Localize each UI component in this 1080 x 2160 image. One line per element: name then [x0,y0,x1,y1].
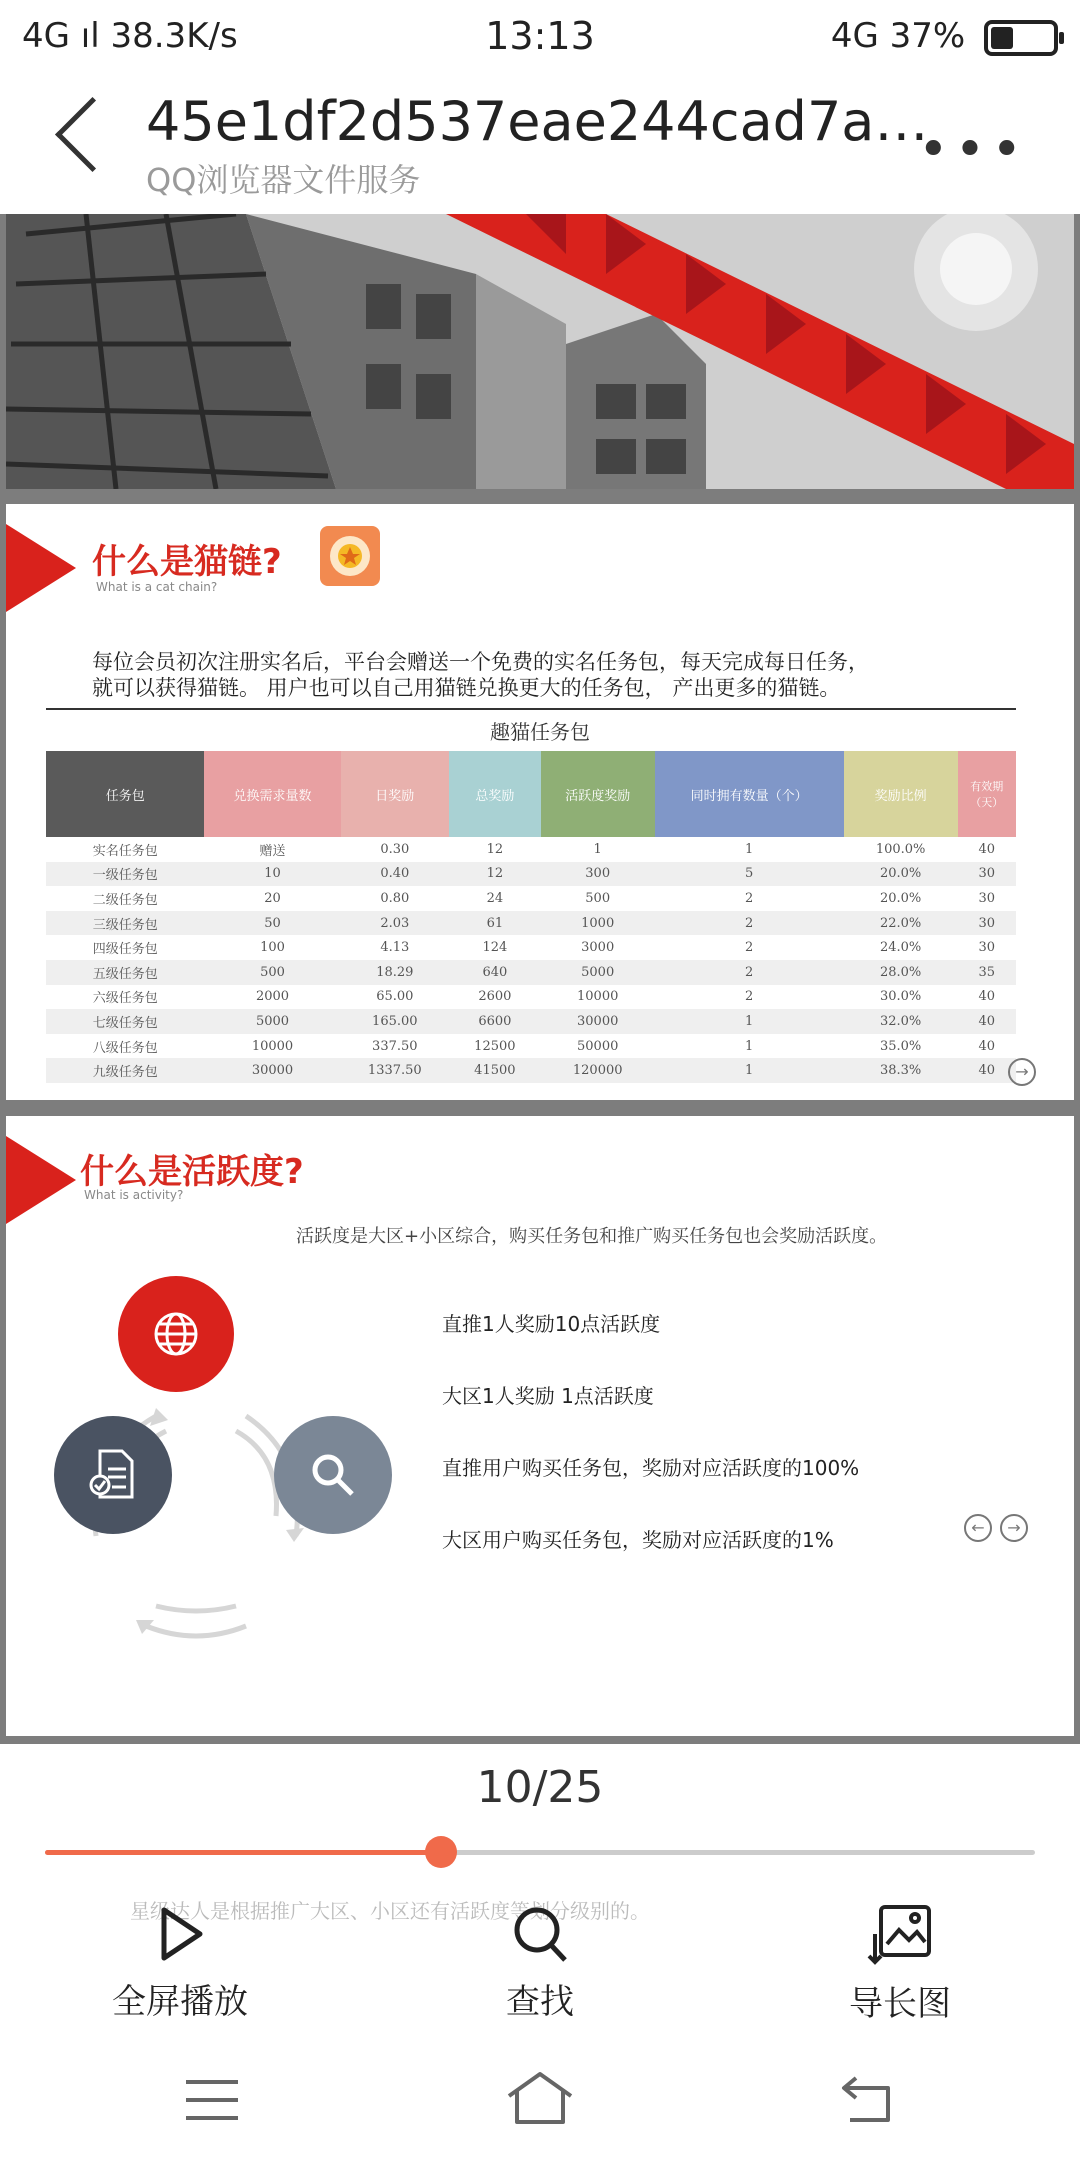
table-row [46,911,1016,936]
play-icon [150,1904,210,1964]
status-right-text: 4G 37% [830,16,966,56]
table-cell: 2 [745,940,754,956]
table-cell: 二级任务包 [92,892,158,908]
heading-triangle [6,1136,76,1224]
status-bar [0,0,1080,72]
table-cell: 41500 [449,1058,541,1083]
more-options-icon[interactable]: ••• [917,120,1028,180]
system-navigation-bar [0,2034,1080,2160]
menu-icon[interactable] [184,2078,240,2122]
table-cell: 0.30 [380,841,410,857]
table-cell: 32.0% [844,1009,958,1034]
slide-heading-en: What is activity? [84,1188,184,1202]
bullet-1: 直推1人奖励10点活跃度 [442,1312,661,1336]
table-cell: 18.29 [341,960,449,985]
table-cell: 38.3% [844,1058,958,1083]
table-cell: 12500 [474,1038,516,1054]
table-cell: 35 [958,960,1016,985]
table-cell: 0.80 [380,890,410,906]
document-check-icon [54,1416,172,1534]
table-cell: 20.0% [879,890,922,906]
table-cell: 24.0% [879,940,922,956]
globe-icon [118,1276,234,1392]
table-cell: 500 [585,890,611,906]
table-cell: 1 [745,1038,754,1054]
table-cell: 10000 [251,1038,294,1054]
file-subtitle: QQ浏览器文件服务 [146,161,421,199]
table-row [46,1034,1016,1059]
table-header-cell: 日奖励 [341,751,449,837]
table-cell: 1 [655,1058,844,1083]
table-cell: 22.0% [844,911,958,936]
long-image-icon [867,1904,933,1966]
bullet-4: 大区用户购买任务包，奖励对应活跃度的1% [442,1528,834,1552]
page-slider-handle[interactable] [425,1836,457,1868]
table-cell: 七级任务包 [46,1009,204,1034]
table-cell: 30 [978,940,996,956]
table-cell: 300 [541,862,655,887]
table-cell: 40 [978,1038,996,1054]
table-cell: 1 [655,1009,844,1034]
slide-heading: 什么是猫链? [92,542,282,582]
table-cell: 八级任务包 [92,1040,158,1056]
prev-slide-icon[interactable]: ← [964,1514,992,1542]
table-header-cell: 活跃度奖励 [541,751,655,837]
table-cell: 28.0% [844,960,958,985]
page-slider-fill [45,1850,441,1855]
back-icon[interactable] [840,2074,896,2124]
table-cell: 5000 [541,960,655,985]
intro-line-1: 每位会员初次注册实名后，平台会赠送一个免费的实名任务包，每天完成每日任务， [92,650,869,674]
table-row [46,1058,1016,1083]
table-cell: 640 [449,960,541,985]
table-cell: 30000 [204,1058,340,1083]
table-cell: 65.00 [376,989,414,1005]
home-icon[interactable] [505,2070,575,2126]
table-cell: 12 [486,841,504,857]
slide-activity [6,1116,1074,1736]
table-header-cell: 奖励比例 [844,751,958,837]
table-cell: 1000 [541,911,655,936]
table-row [46,837,1016,862]
find-button[interactable] [430,1904,650,2023]
table-title: 趣猫任务包 [490,720,590,744]
slide-heading-en: What is a cat chain? [96,580,218,594]
table-cell: 2 [745,989,754,1005]
table-cell: 500 [204,960,340,985]
table-row [46,886,1016,911]
table-cell: 165.00 [341,1009,449,1034]
table-cell: 50 [204,911,340,936]
table-cell: 6600 [449,1009,541,1034]
table-header-cell: 任务包 [46,751,204,837]
table-cell: 40 [978,989,996,1005]
table-cell: 30 [958,862,1016,887]
search-icon [274,1416,392,1534]
table-cell: 实名任务包 [92,843,158,859]
table-cell: 50000 [577,1038,619,1054]
table-cell: 30.0% [879,989,922,1005]
table-cell: 2.03 [341,911,449,936]
search-icon [510,1904,570,1964]
table-cell: 一级任务包 [46,862,204,887]
table-header-cell: 总奖励 [449,751,541,837]
activity-intro: 活跃度是大区+小区综合，购买任务包和推广购买任务包也会奖励活跃度。 [296,1226,888,1247]
table-cell: 30 [978,890,996,906]
battery-icon [984,20,1058,56]
underlying-slide-text: 星级达人是根据推广大区、小区还有活跃度等划分级别的。 [130,1899,650,1923]
slide-heading: 什么是活跃度? [80,1152,304,1192]
slide-cat-chain [6,504,1074,1100]
table-cell: 2600 [478,989,512,1005]
next-slide-icon[interactable]: → [1008,1058,1036,1086]
table-cell: 2 [655,960,844,985]
table-cell: 1 [745,841,754,857]
table-header-cell: 兑换需求量数 [204,751,340,837]
status-time: 13:13 [485,14,595,58]
table-cell: 35.0% [879,1038,922,1054]
table-cell: 10000 [577,989,619,1005]
fullscreen-play-button[interactable] [70,1904,290,2023]
table-row [46,1009,1016,1034]
table-cell: 0.40 [341,862,449,887]
medal-icon [320,526,380,586]
slide-cover [6,214,1074,489]
table-cell: 五级任务包 [46,960,204,985]
table-cell: 20.0% [844,862,958,887]
table-cell: 3000 [581,940,615,956]
table-cell: 100.0% [875,841,926,857]
table-cell: 六级任务包 [92,991,158,1007]
table-cell: 24 [486,890,504,906]
table-row [46,862,1016,887]
table-cell: 40 [978,841,996,857]
building-image [6,214,1074,489]
table-cell: 赠送 [259,843,286,859]
export-long-image-label: 导长图 [849,1984,951,2024]
task-package-table [46,751,1016,1083]
bullet-3: 直推用户购买任务包，奖励对应活跃度的100% [442,1456,860,1480]
table-cell: 5000 [204,1009,340,1034]
table-cell: 40 [958,1009,1016,1034]
table-cell: 1 [593,841,602,857]
table-row [46,935,1016,960]
table-cell: 40 [958,1058,1016,1083]
intro-line-2: 就可以获得猫链。 用户也可以自己用猫链兑换更大的任务包， 产出更多的猫链。 [92,676,841,700]
table-cell: 30 [958,911,1016,936]
table-cell: 120000 [541,1058,655,1083]
table-cell: 2000 [255,989,290,1005]
document-viewer[interactable] [0,214,1080,1744]
page-indicator: 10/25 [476,1762,604,1813]
table-header-cell: 同时拥有数量（个） [655,751,844,837]
next-slide-icon[interactable]: → [1000,1514,1028,1542]
table-cell: 三级任务包 [46,911,204,936]
table-cell: 61 [449,911,541,936]
table-cell: 30000 [541,1009,655,1034]
fullscreen-play-label: 全屏播放 [112,1982,248,2022]
table-cell: 124 [482,940,508,956]
table-cell: 九级任务包 [46,1058,204,1083]
table-cell: 20 [264,890,281,906]
table-cell: 337.50 [372,1038,418,1054]
export-long-image-button[interactable] [790,1904,1010,2025]
table-cell: 4.13 [380,940,410,956]
heading-triangle [6,524,76,612]
table-cell: 2 [655,911,844,936]
table-cell: 12 [449,862,541,887]
status-left: 4G ıl 38.3K/s [22,16,238,56]
table-cell: 1337.50 [341,1058,449,1083]
table-cell: 10 [204,862,340,887]
bullet-2: 大区1人奖励 1点活跃度 [442,1384,654,1408]
divider [46,708,1016,710]
file-title: 45e1df2d537eae244cad7a… [146,90,929,153]
table-cell: 2 [745,890,754,906]
table-header-cell: 有效期（天） [958,751,1016,837]
table-cell: 四级任务包 [92,942,158,958]
table-row [46,985,1016,1010]
table-cell: 100 [260,940,285,956]
table-cell: 5 [655,862,844,887]
table-row [46,960,1016,985]
find-label: 查找 [506,1982,574,2022]
status-right [831,16,1058,56]
